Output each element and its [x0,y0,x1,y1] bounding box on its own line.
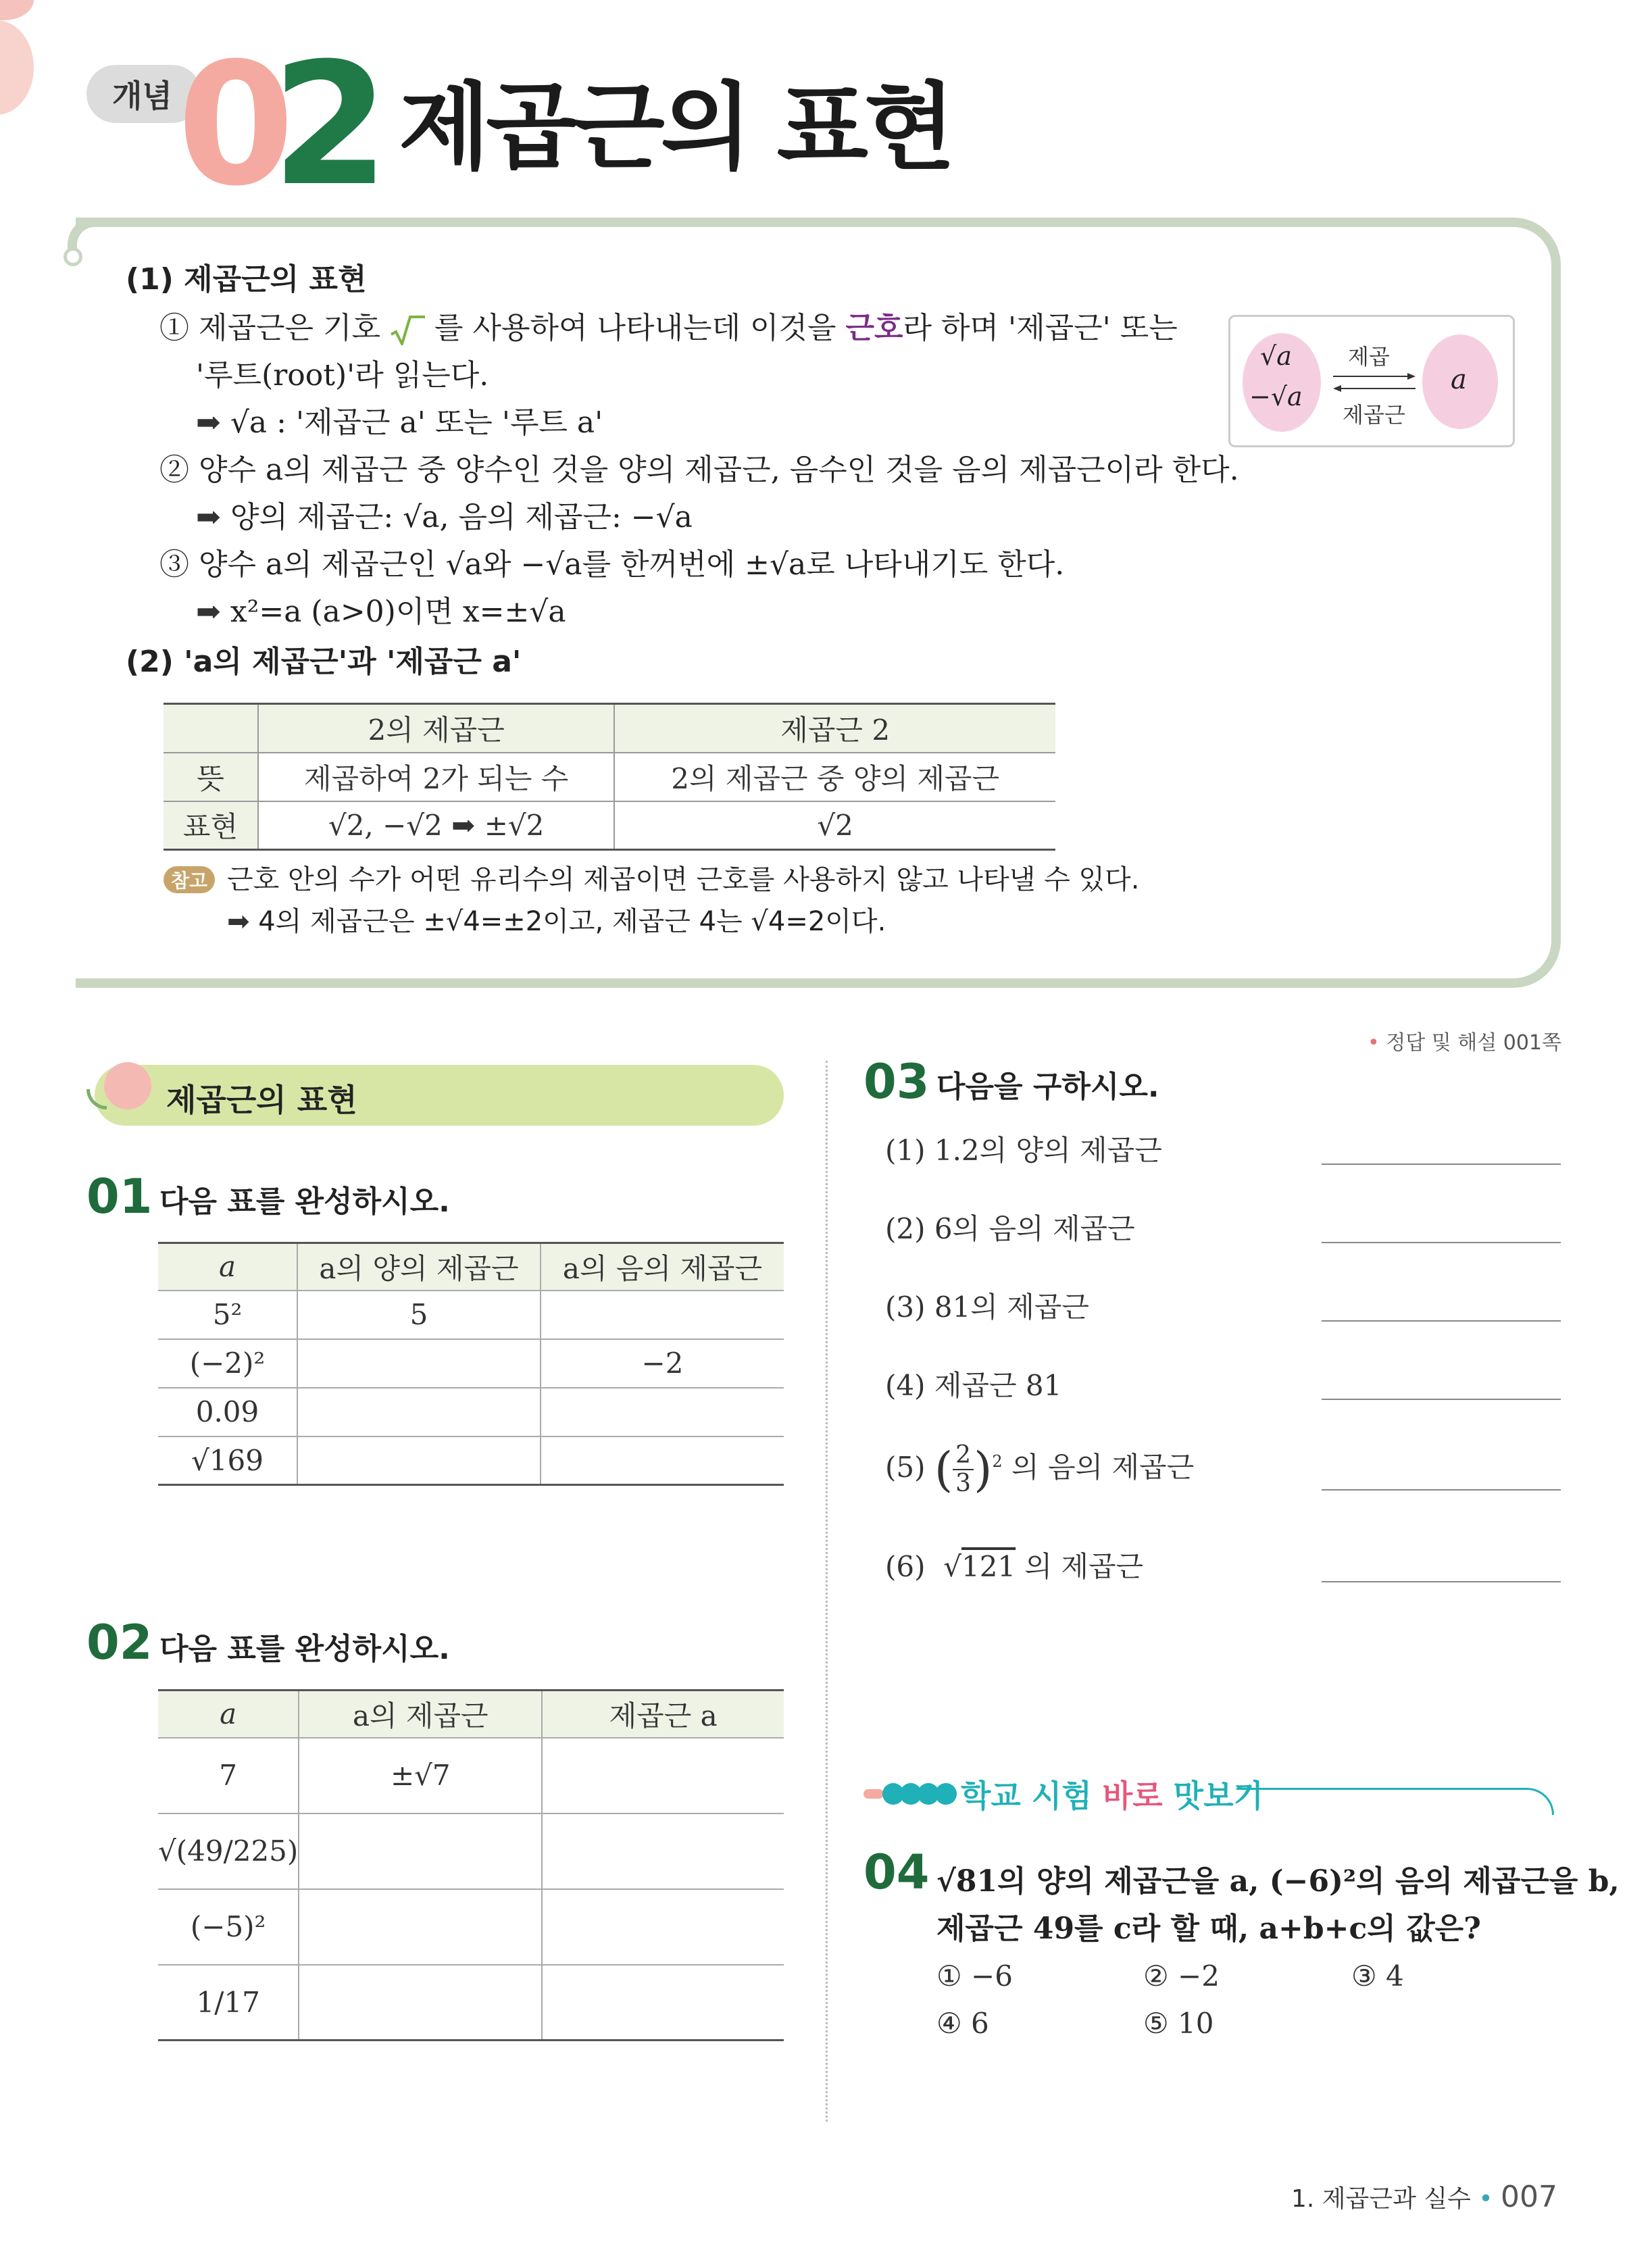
column-divider [826,1061,828,2122]
table-cell: 2의 제곱근 중 양의 제곱근 [614,753,1055,801]
concept-line-6: ③ 양수 a의 제곱근인 √a와 −√a를 한꺼번에 ±√a로 나타내기도 한다. [159,547,1065,582]
answer-blank[interactable] [1322,1399,1561,1400]
concept-box-bottom-line [86,978,1512,988]
table-cell[interactable] [542,1889,784,1965]
table-row [158,1436,784,1485]
question-text: 다음을 구하시오. [936,1070,1159,1104]
table-cell[interactable] [299,1889,542,1965]
table-cell[interactable] [297,1339,541,1388]
table-header-cell [164,704,258,753]
choice-5[interactable]: ⑤ 10 [1143,2007,1214,2040]
diagram-left-bottom: −√a [1249,382,1303,411]
table-cell[interactable] [542,1965,784,2041]
table-header-cell: a [158,1243,297,1291]
reference-badge: 참고 [164,866,215,893]
question-04-line-1: √81의 양의 제곱근을 a, (−6)²의 음의 제곱근을 b, [936,1864,1620,1899]
chapter-label: 1. 제곱근과 실수 [1291,2185,1471,2213]
diagram-right: a [1451,364,1467,395]
keyword-radical: 근호 [845,311,903,345]
question-number: 02 [86,1615,153,1670]
arrow-icon: ➡ [227,906,250,937]
table-row [158,1291,784,1339]
table-header-cell: a의 양의 제곱근 [297,1243,541,1291]
section-title: 제곱근의 표현 [166,1082,357,1118]
choice-4[interactable]: ④ 6 [936,2007,989,2040]
table-cell[interactable] [541,1388,784,1436]
table-cell: 5 [297,1291,541,1339]
question-number: 04 [863,1845,930,1900]
arrow-icon: ➡ [196,500,221,534]
decorative-circle [0,0,34,20]
concept-line-1: ① 제곱근은 기호 를 사용하여 나타내는데 이것을 근호라 하며 '제곱근' 또는 [159,311,1178,345]
table-cell[interactable] [542,1738,784,1813]
table-cell[interactable] [297,1388,541,1436]
choice-3[interactable]: ③ 4 [1351,1959,1404,1993]
diagram-arrow-top-label: 제곱 [1348,344,1390,370]
concept-part1-heading: (1) 제곱근의 표현 [126,262,367,297]
table-cell: √(49/225) [158,1813,299,1889]
answer-reference: • 정답 및 해설 001쪽 [1368,1031,1561,1055]
table-header-cell: 제곱근 a [542,1691,784,1738]
reference-line-1: 근호 안의 수가 어떤 유리수의 제곱이면 근호를 사용하지 않고 나타낼 수 있다. [227,864,1140,895]
table-cell[interactable] [299,1965,542,2041]
table-cell[interactable] [541,1436,784,1485]
banner-circle [104,1062,151,1109]
reference-line-2: ➡ 4의 제곱근은 ±√4=±2이고, 제곱근 4는 √4=2이다. [227,906,886,937]
diagram-arrow-bottom-label: 제곱근 [1343,402,1405,428]
q03-item-6: (6) √121 의 제곱근 [885,1550,1144,1583]
table-cell[interactable] [542,1813,784,1889]
q03-item-4: (4) 제곱근 81 [885,1369,1062,1402]
bullet-icon: • [1368,1031,1380,1055]
table-row [158,1813,784,1889]
table-cell: (−5)² [158,1889,299,1965]
table-row [164,753,1055,801]
answer-blank[interactable] [1322,1242,1561,1243]
bullet-icon: • [1478,2185,1501,2213]
table-cell: −2 [541,1339,784,1388]
concept-line-4: ② 양수 a의 제곱근 중 양수인 것을 양의 제곱근, 음수인 것을 음의 제곱근이라 한다. [159,453,1239,487]
concept-line-3: ➡ √a : '제곱근 a' 또는 '루트 a' [196,405,603,440]
table-row [158,1388,784,1436]
table-row [158,1889,784,1965]
table-header-cell: 제곱근 2 [614,704,1055,753]
question-number: 01 [86,1169,153,1224]
q03-item-5: (5) ( $\frac{2}{3}$ )$^2$ 의 음의 제곱근 [885,1441,1195,1497]
table-cell: √2 [614,801,1055,850]
table-cell[interactable] [299,1813,542,1889]
diagram-left-top: √a [1260,341,1292,371]
table-row [164,801,1055,850]
table-cell: ±√7 [299,1738,542,1813]
school-bar-icon [863,1782,958,1801]
concept-part2-heading: (2) 'a의 제곱근'과 '제곱근 a' [126,645,522,679]
question-text: 다음 표를 완성하시오. [159,1632,450,1666]
concept-number-first: 0 [177,26,288,223]
page-footer [1291,2180,1557,2214]
concept-tag: 개념 [86,65,201,123]
choice-2[interactable]: ② −2 [1143,1959,1220,1993]
table-cell: 제곱하여 2가 되는 수 [258,753,614,801]
concept-number-second: 2 [272,26,382,223]
page-number: 007 [1501,2180,1557,2214]
diagram-arrows [1330,370,1418,397]
concept-line-7: ➡ x²=a (a>0)이면 x=±√a [196,595,566,629]
decorative-circle [0,20,34,115]
concept-line-5: ➡ 양의 제곱근: √a, 음의 제곱근: −√a [196,500,693,534]
question-number: 03 [863,1054,930,1109]
choice-1[interactable]: ① −6 [936,1959,1013,1993]
q03-item-1: (1) 1.2의 양의 제곱근 [885,1134,1162,1167]
table-row-label: 표현 [164,801,258,850]
table-row-label: 뜻 [164,753,258,801]
table-header-cell: a [158,1691,299,1738]
table-cell[interactable] [541,1291,784,1339]
root-square-diagram [1228,315,1515,447]
question-01-table [158,1242,784,1486]
table-cell: 1/17 [158,1965,299,2041]
q03-item-3: (3) 81의 제곱근 [885,1291,1089,1324]
table-cell: (−2)² [158,1339,297,1388]
banner-stem [86,1089,107,1109]
arrow-icon: ➡ [196,595,221,629]
table-row [158,1339,784,1388]
table-row [158,1965,784,2041]
answer-blank[interactable] [1322,1163,1561,1165]
school-exam-line [1236,1788,1554,1815]
table-header-cell: a의 제곱근 [299,1691,542,1738]
table-cell: 5² [158,1291,297,1339]
answer-blank[interactable] [1322,1320,1561,1322]
table-row [158,1738,784,1813]
table-cell: √2, −√2 ➡ ±√2 [258,801,614,850]
table-cell: 7 [158,1738,299,1813]
answer-blank[interactable] [1322,1581,1561,1582]
answer-blank[interactable] [1322,1489,1561,1491]
table-cell: 0.09 [158,1388,297,1436]
table-cell[interactable] [297,1436,541,1485]
page-title: 제곱근의 표현 [399,73,952,183]
arrow-icon: ➡ [196,405,221,440]
table-header-cell: a의 음의 제곱근 [541,1243,784,1291]
q03-item-2: (2) 6의 음의 제곱근 [885,1212,1135,1245]
question-text: 다음 표를 완성하시오. [159,1184,450,1219]
table-header-cell: 2의 제곱근 [258,704,614,753]
question-02-table [158,1689,784,2041]
concept-table [164,703,1055,851]
radical-symbol-icon [390,316,425,345]
concept-box-dot [64,247,82,266]
school-exam-title: 학교 시험 바로 맛보기 [961,1778,1263,1814]
concept-line-2: '루트(root)'라 읽는다. [196,358,489,393]
table-cell: √169 [158,1436,297,1485]
question-04-line-2: 제곱근 49를 c라 할 때, a+b+c의 값은? [936,1911,1481,1946]
